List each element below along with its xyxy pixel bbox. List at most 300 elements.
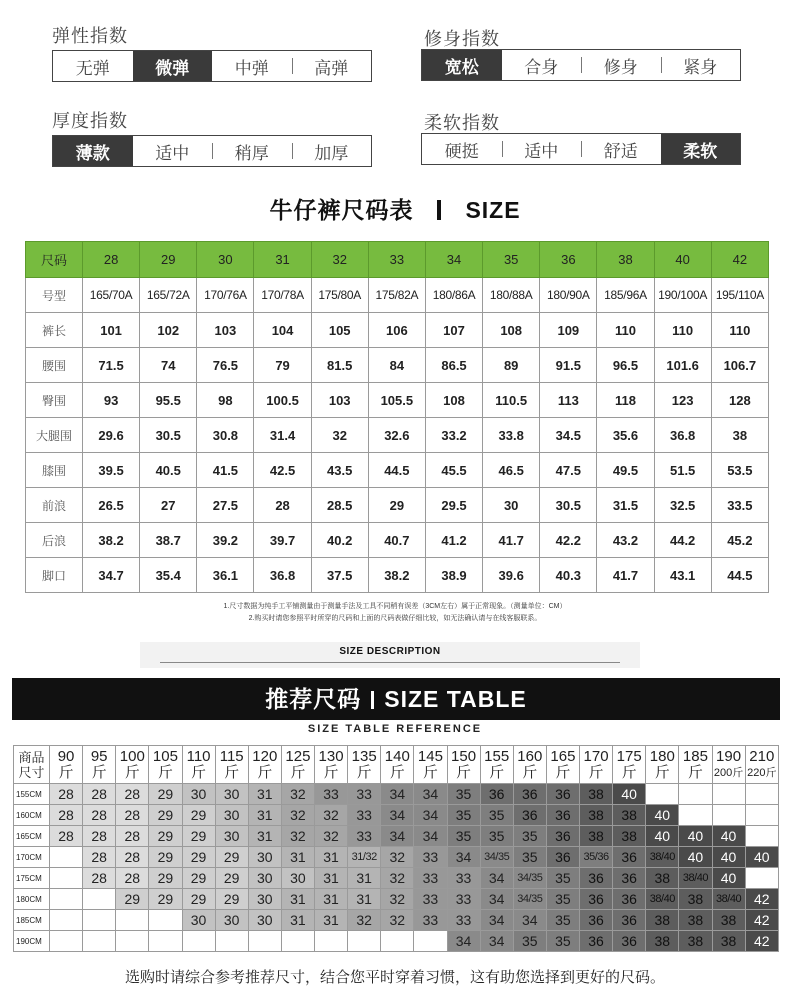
recommend-cell: 34/35	[480, 847, 513, 868]
weight-value: 100	[119, 747, 145, 765]
size-cell: 49.5	[597, 453, 654, 488]
recommend-cell: 33	[348, 805, 381, 826]
recommend-cell: 32	[315, 805, 348, 826]
size-cell: 105	[311, 313, 368, 348]
weight-value: 95	[90, 747, 108, 765]
recommend-cell	[712, 805, 745, 826]
size-cell: 96.5	[597, 348, 654, 383]
size-cell: 32.6	[368, 418, 425, 453]
size-header-cell: 31	[254, 242, 311, 278]
size-row	[26, 488, 769, 523]
weight-unit: 斤	[224, 763, 240, 781]
recommend-cell: 32	[281, 805, 314, 826]
recommend-cell: 33	[315, 784, 348, 805]
size-cell: 170/76A	[197, 278, 254, 313]
weight-unit: 斤	[456, 763, 472, 781]
size-cell: 113	[540, 383, 597, 418]
size-cell: 29.6	[83, 418, 140, 453]
recommend-cell: 28	[50, 805, 83, 826]
recommend-cell: 33	[348, 784, 381, 805]
recommend-cell: 32	[281, 784, 314, 805]
size-row	[26, 523, 769, 558]
weight-value: 135	[351, 747, 377, 765]
size-description-label: SIZE DESCRIPTION	[339, 646, 441, 657]
size-cell: 30.8	[197, 418, 254, 453]
recommend-cell: 30	[215, 784, 248, 805]
recommend-cell: 35	[447, 826, 480, 847]
recommend-cell	[712, 784, 745, 805]
recommend-cell: 38	[613, 826, 646, 847]
recommend-cell: 30	[248, 868, 281, 889]
recommend-cell: 29	[149, 847, 182, 868]
weight-header-cell	[646, 746, 679, 784]
recommend-cell: 42	[745, 910, 778, 931]
weight-value: 120	[252, 747, 278, 765]
height-row	[14, 826, 779, 847]
size-cell: 36.8	[254, 558, 311, 593]
size-cell: 109	[540, 313, 597, 348]
recommend-cell: 40	[646, 826, 679, 847]
weight-unit: 斤	[687, 763, 703, 781]
weight-unit: 斤	[257, 763, 273, 781]
size-row-label: 号型	[26, 278, 83, 313]
recommend-cell: 32	[315, 826, 348, 847]
weight-header-cell	[580, 746, 613, 784]
size-cell: 34.5	[540, 418, 597, 453]
size-cell: 128	[711, 383, 768, 418]
softness-option: 舒适	[581, 134, 661, 164]
recommend-cell: 33	[447, 889, 480, 910]
size-cell: 180/86A	[425, 278, 482, 313]
recommend-table	[13, 745, 779, 952]
recommend-cell: 28	[83, 868, 116, 889]
height-label: 160CM	[14, 805, 50, 826]
recommend-cell: 34	[480, 931, 513, 952]
recommend-cell	[149, 931, 182, 952]
recommend-cell	[315, 931, 348, 952]
recommend-cell	[50, 931, 83, 952]
size-cell: 170/78A	[254, 278, 311, 313]
size-note-2: 2.购买时请您参照平时所穿的尺码和上面的尺码表做仔细比较，如无法确认请与在线客服联系。	[248, 615, 542, 622]
height-row	[14, 784, 779, 805]
recommend-cell: 42	[745, 931, 778, 952]
recommend-cell: 36	[613, 910, 646, 931]
recommend-cell: 32	[381, 847, 414, 868]
size-cell: 190/100A	[654, 278, 711, 313]
size-cell: 76.5	[197, 348, 254, 383]
recommend-cell: 36	[546, 784, 579, 805]
recommend-cell: 32	[381, 910, 414, 931]
recommend-cell: 31	[348, 868, 381, 889]
size-cell: 44.5	[711, 558, 768, 593]
recommend-cell	[50, 868, 83, 889]
fit-option: 紧身	[661, 50, 741, 80]
size-cell: 101.6	[654, 348, 711, 383]
recommend-cell: 34/35	[513, 889, 546, 910]
size-cell: 35.6	[597, 418, 654, 453]
weight-value: 110	[186, 747, 211, 765]
size-header-cell: 36	[540, 242, 597, 278]
recommend-cell: 40	[712, 826, 745, 847]
softness-option-active: 柔软	[661, 134, 741, 164]
recommend-cell: 34/35	[513, 868, 546, 889]
size-cell: 39.2	[197, 523, 254, 558]
weight-value: 130	[318, 747, 344, 765]
size-cell: 39.6	[483, 558, 540, 593]
fit-selector	[421, 49, 741, 81]
recommend-cell: 34	[381, 826, 414, 847]
recommend-cell: 29	[215, 868, 248, 889]
recommend-cell: 38	[646, 868, 679, 889]
weight-value: 115	[219, 747, 244, 765]
recommend-cell: 31	[248, 826, 281, 847]
recommend-cell: 42	[745, 889, 778, 910]
recommend-title-en: SIZE TABLE	[384, 686, 527, 712]
size-row	[26, 453, 769, 488]
recommend-cell: 28	[116, 805, 149, 826]
recommend-cell	[745, 784, 778, 805]
recommend-cell	[83, 910, 116, 931]
thickness-option-active: 薄款	[53, 136, 133, 166]
size-cell: 44.2	[654, 523, 711, 558]
weight-header-cell	[248, 746, 281, 784]
recommend-cell: 38	[580, 826, 613, 847]
size-cell: 45.5	[425, 453, 482, 488]
recommend-cell: 34	[414, 784, 447, 805]
size-row-label: 前浪	[26, 488, 83, 523]
recommend-cell: 28	[83, 847, 116, 868]
size-cell: 86.5	[425, 348, 482, 383]
size-row	[26, 313, 769, 348]
thickness-selector	[52, 135, 372, 167]
recommend-cell: 29	[149, 868, 182, 889]
recommend-cell: 28	[116, 868, 149, 889]
fit-title: 修身指数	[424, 29, 500, 49]
size-cell: 41.7	[483, 523, 540, 558]
size-cell: 74	[140, 348, 197, 383]
recommend-cell: 36	[513, 805, 546, 826]
size-cell: 31.4	[254, 418, 311, 453]
weight-value: 210	[749, 747, 775, 765]
size-cell: 103	[311, 383, 368, 418]
recommend-cell: 40	[613, 784, 646, 805]
weight-value: 185	[682, 747, 708, 765]
corner-label	[14, 746, 50, 784]
thickness-option: 适中	[155, 143, 190, 163]
footer-note: 选购时请综合参考推荐尺寸，结合您平时穿着习惯，这有助您选择到更好的尺码。	[124, 969, 665, 986]
size-cell: 40.3	[540, 558, 597, 593]
recommend-cell: 38	[679, 931, 712, 952]
size-cell: 41.2	[425, 523, 482, 558]
recommend-cell	[83, 931, 116, 952]
weight-value: 140	[384, 747, 410, 765]
recommend-cell: 34	[381, 805, 414, 826]
size-cell: 28.5	[311, 488, 368, 523]
recommend-cell: 38	[679, 889, 712, 910]
recommend-cell: 35	[513, 826, 546, 847]
size-chart-table	[25, 241, 769, 593]
softness-title: 柔软指数	[424, 113, 500, 133]
recommend-cell: 28	[116, 784, 149, 805]
height-row	[14, 868, 779, 889]
recommend-cell: 40	[712, 868, 745, 889]
recommend-cell: 30	[248, 847, 281, 868]
size-header-cell: 28	[83, 242, 140, 278]
recommend-cell: 30	[248, 889, 281, 910]
size-cell: 36.1	[197, 558, 254, 593]
size-cell: 28	[254, 488, 311, 523]
recommend-cell: 32	[348, 910, 381, 931]
weight-header-cell	[679, 746, 712, 784]
weight-header-cell	[546, 746, 579, 784]
recommend-cell: 34	[480, 910, 513, 931]
weight-unit: 220斤	[747, 766, 777, 779]
softness-option: 适中	[502, 134, 582, 164]
size-header-cell: 29	[140, 242, 197, 278]
recommend-cell	[149, 910, 182, 931]
weight-header-cell	[348, 746, 381, 784]
size-cell: 107	[425, 313, 482, 348]
recommend-cell	[745, 868, 778, 889]
size-cell: 95.5	[140, 383, 197, 418]
weight-unit: 斤	[522, 763, 538, 781]
height-label: 155CM	[14, 784, 50, 805]
weight-header-cell	[480, 746, 513, 784]
recommend-cell: 33	[414, 868, 447, 889]
size-cell: 39.5	[83, 453, 140, 488]
size-cell: 46.5	[483, 453, 540, 488]
recommend-cell: 38	[646, 910, 679, 931]
weight-value: 155	[484, 747, 510, 765]
recommend-cell: 28	[83, 784, 116, 805]
weight-unit: 200斤	[713, 766, 744, 779]
recommend-cell: 35	[480, 805, 513, 826]
size-cell: 37.5	[311, 558, 368, 593]
weight-value: 90	[57, 747, 75, 765]
height-label: 170CM	[14, 847, 50, 868]
height-row	[14, 889, 779, 910]
recommend-cell: 34	[480, 889, 513, 910]
weight-unit: 斤	[489, 763, 505, 781]
recommend-cell: 40	[679, 847, 712, 868]
size-cell: 45.2	[711, 523, 768, 558]
title-separator	[437, 200, 441, 220]
recommend-cell	[348, 931, 381, 952]
divider	[160, 662, 620, 663]
recommend-cell: 28	[116, 826, 149, 847]
recommend-cell: 38	[646, 931, 679, 952]
recommend-cell: 36	[546, 847, 579, 868]
weight-value: 165	[550, 747, 576, 765]
recommend-cell: 33	[414, 889, 447, 910]
size-cell: 43.2	[597, 523, 654, 558]
recommend-cell: 29	[149, 805, 182, 826]
recommend-cell	[281, 931, 314, 952]
size-cell: 32.5	[654, 488, 711, 523]
size-cell: 39.7	[254, 523, 311, 558]
fit-option-active: 宽松	[422, 50, 502, 80]
elasticity-option-active: 微弹	[133, 51, 213, 81]
weight-unit: 斤	[124, 763, 140, 781]
size-cell: 30.5	[140, 418, 197, 453]
size-cell: 43.1	[654, 558, 711, 593]
weight-unit: 斤	[58, 763, 74, 781]
recommend-cell	[50, 847, 83, 868]
size-cell: 40.2	[311, 523, 368, 558]
weight-unit: 斤	[191, 763, 207, 781]
size-cell: 30	[483, 488, 540, 523]
weight-unit: 斤	[588, 763, 604, 781]
size-cell: 38.2	[83, 523, 140, 558]
size-row-label: 大腿围	[26, 418, 83, 453]
size-header-row	[26, 242, 769, 278]
size-cell: 38	[711, 418, 768, 453]
recommend-cell: 34	[480, 868, 513, 889]
recommend-cell: 29	[215, 889, 248, 910]
recommend-cell	[83, 889, 116, 910]
recommend-cell: 31	[281, 847, 314, 868]
recommend-banner	[12, 678, 780, 720]
recommend-cell: 30	[215, 910, 248, 931]
recommend-cell: 40	[646, 805, 679, 826]
recommend-cell: 38	[679, 910, 712, 931]
size-cell: 31.5	[597, 488, 654, 523]
size-row-label: 脚口	[26, 558, 83, 593]
size-cell: 89	[483, 348, 540, 383]
size-row-label: 裤长	[26, 313, 83, 348]
weight-unit: 斤	[356, 763, 372, 781]
recommend-cell: 35	[480, 826, 513, 847]
weight-header-cell	[149, 746, 182, 784]
size-cell: 27	[140, 488, 197, 523]
recommend-cell: 30	[182, 784, 215, 805]
size-cell: 71.5	[83, 348, 140, 383]
recommend-cell: 35	[447, 784, 480, 805]
size-cell: 51.5	[654, 453, 711, 488]
weight-header-cell	[116, 746, 149, 784]
recommend-cell: 28	[83, 805, 116, 826]
size-description-band	[140, 642, 640, 668]
weight-header-cell	[182, 746, 215, 784]
recommend-cell: 31	[281, 910, 314, 931]
recommend-cell: 30	[215, 805, 248, 826]
recommend-cell	[679, 805, 712, 826]
size-header-cell: 33	[368, 242, 425, 278]
recommend-cell: 38	[580, 784, 613, 805]
weight-header-cell	[83, 746, 116, 784]
size-header-cell: 40	[654, 242, 711, 278]
recommend-cell	[248, 931, 281, 952]
recommend-cell: 31	[248, 784, 281, 805]
size-row	[26, 558, 769, 593]
recommend-cell: 31	[281, 889, 314, 910]
recommend-cell: 32	[281, 826, 314, 847]
size-cell: 38.7	[140, 523, 197, 558]
size-cell: 42.5	[254, 453, 311, 488]
height-label: 175CM	[14, 868, 50, 889]
size-cell: 103	[197, 313, 254, 348]
size-cell: 33.2	[425, 418, 482, 453]
recommend-cell: 34	[447, 931, 480, 952]
recommend-cell: 40	[712, 847, 745, 868]
recommend-cell: 36	[513, 784, 546, 805]
recommend-cell: 35	[546, 910, 579, 931]
size-row	[26, 278, 769, 313]
recommend-cell: 33	[348, 826, 381, 847]
size-row-label: 后浪	[26, 523, 83, 558]
recommend-cell: 33	[414, 847, 447, 868]
weight-value: 175	[616, 747, 642, 765]
recommend-cell: 29	[149, 889, 182, 910]
weight-header-cell	[281, 746, 314, 784]
recommend-cell: 31	[348, 889, 381, 910]
recommend-cell: 29	[182, 868, 215, 889]
height-row	[14, 931, 779, 952]
size-chart-title-en: SIZE	[465, 197, 521, 223]
recommend-cell: 40	[745, 847, 778, 868]
recommend-cell: 36	[480, 784, 513, 805]
recommend-cell: 30	[281, 868, 314, 889]
weight-value: 170	[583, 747, 609, 765]
recommend-cell: 36	[580, 889, 613, 910]
size-cell: 40.7	[368, 523, 425, 558]
recommend-cell: 32	[381, 889, 414, 910]
recommend-cell: 38/40	[646, 889, 679, 910]
weight-unit: 斤	[323, 763, 339, 781]
weight-unit: 斤	[290, 763, 306, 781]
recommend-cell: 29	[149, 784, 182, 805]
height-label: 165CM	[14, 826, 50, 847]
size-cell: 26.5	[83, 488, 140, 523]
weight-unit: 斤	[157, 763, 173, 781]
size-notes	[0, 601, 790, 625]
weight-value: 160	[517, 747, 543, 765]
recommend-cell: 29	[182, 889, 215, 910]
recommend-cell: 38	[580, 805, 613, 826]
size-cell: 36.8	[654, 418, 711, 453]
size-cell: 79	[254, 348, 311, 383]
recommend-cell	[116, 931, 149, 952]
recommend-cell: 36	[580, 931, 613, 952]
size-cell: 110	[597, 313, 654, 348]
size-cell: 38.2	[368, 558, 425, 593]
recommend-cell: 40	[679, 826, 712, 847]
size-row-label: 腰围	[26, 348, 83, 383]
elasticity-selector	[52, 50, 372, 82]
recommend-cell: 38	[613, 805, 646, 826]
size-header-cell: 42	[711, 242, 768, 278]
weight-unit: 斤	[621, 763, 637, 781]
recommend-cell: 31	[315, 847, 348, 868]
recommend-cell	[50, 910, 83, 931]
size-cell: 106	[368, 313, 425, 348]
thickness-title: 厚度指数	[52, 111, 128, 131]
recommend-cell: 34	[414, 826, 447, 847]
size-row-label: 膝围	[26, 453, 83, 488]
size-cell: 110.5	[483, 383, 540, 418]
size-header-cell: 32	[311, 242, 368, 278]
size-cell: 35.4	[140, 558, 197, 593]
height-label: 190CM	[14, 931, 50, 952]
recommend-cell: 34	[447, 847, 480, 868]
size-row	[26, 383, 769, 418]
weight-header-cell	[215, 746, 248, 784]
size-chart-title-cn: 牛仔裤尺码表	[269, 197, 414, 223]
size-cell: 165/70A	[83, 278, 140, 313]
size-cell: 180/90A	[540, 278, 597, 313]
recommend-cell: 36	[546, 805, 579, 826]
recommend-cell: 36	[613, 889, 646, 910]
